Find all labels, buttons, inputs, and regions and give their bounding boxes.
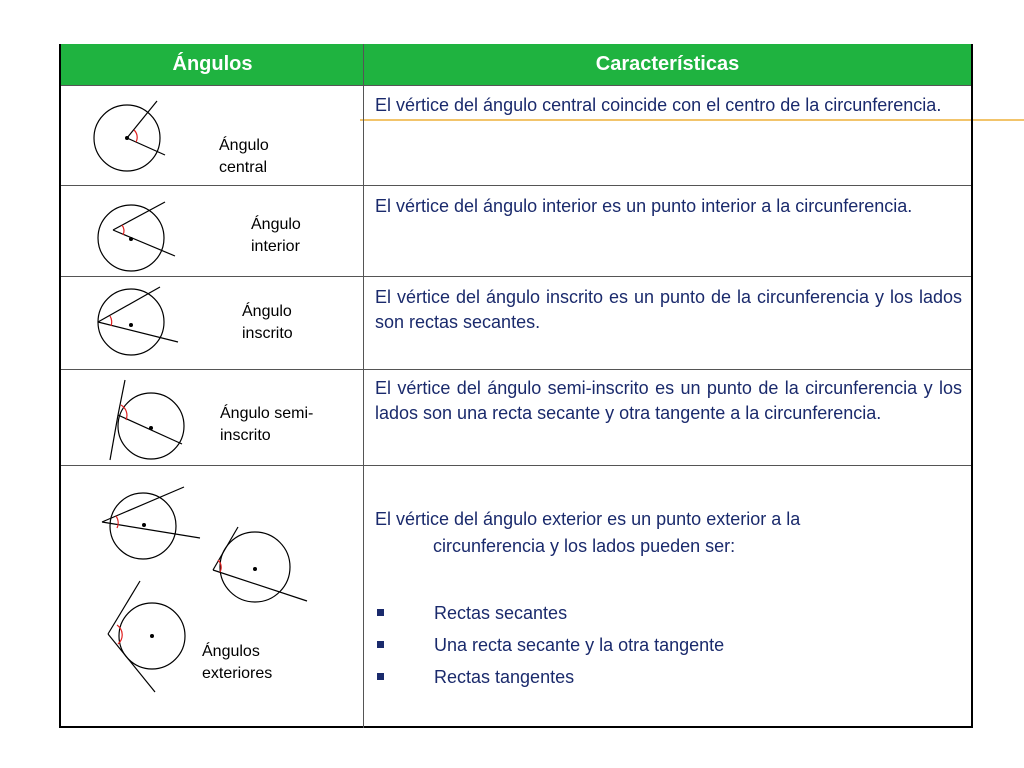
- text-central: El vértice del ángulo central coincide con el centro de la circunferencia.: [375, 95, 942, 115]
- label-angulo-interior: Ángulo interior: [251, 216, 301, 255]
- central-angle-figure: [94, 101, 165, 171]
- text-interior: El vértice del ángulo interior es un punto interior a la circunferencia.: [375, 196, 913, 216]
- inscribed-angle-figure: [98, 287, 178, 355]
- label-angulo-semi-inscrito: Ángulo semi- inscrito: [220, 405, 314, 444]
- semi-inscribed-angle-figure: [110, 380, 184, 460]
- list-item: Rectas secantes: [375, 597, 724, 629]
- bullet-icon: [377, 609, 384, 616]
- column-divider: [363, 44, 364, 728]
- label-angulo-central: Ángulo central: [219, 137, 269, 176]
- text-exterior-intro: El vértice del ángulo exterior es un punto exterior a la circunferencia y los lados pueden ser:: [375, 509, 801, 556]
- exterior-angle-tangents-figure: [108, 581, 185, 692]
- exterior-angle-secants-figure: [102, 487, 200, 559]
- text-semi-inscrito: El vértice del ángulo semi-inscrito es un punto de la circunferencia y los lados son una recta secante y otra tangente a la circunferencia.: [375, 378, 962, 423]
- exterior-angle-secant-tangent-figure: [213, 527, 307, 602]
- header-caracteristicas: Características: [364, 44, 971, 85]
- bullet-icon: [377, 641, 384, 648]
- label-angulo-inscrito: Ángulo inscrito: [242, 303, 293, 342]
- exterior-options-list: [375, 597, 724, 693]
- text-inscrito: El vértice del ángulo inscrito es un punto de la circunferencia y los lados son rectas secantes.: [375, 287, 962, 332]
- angle-figures: [61, 85, 363, 726]
- list-item: Una recta secante y la otra tangente: [375, 629, 724, 661]
- list-item: Rectas tangentes: [375, 661, 724, 693]
- interior-angle-figure: [98, 202, 175, 271]
- header-angulos: Ángulos: [61, 44, 364, 85]
- label-angulos-exteriores: Ángulos exteriores: [202, 643, 273, 682]
- bullet-icon: [377, 673, 384, 680]
